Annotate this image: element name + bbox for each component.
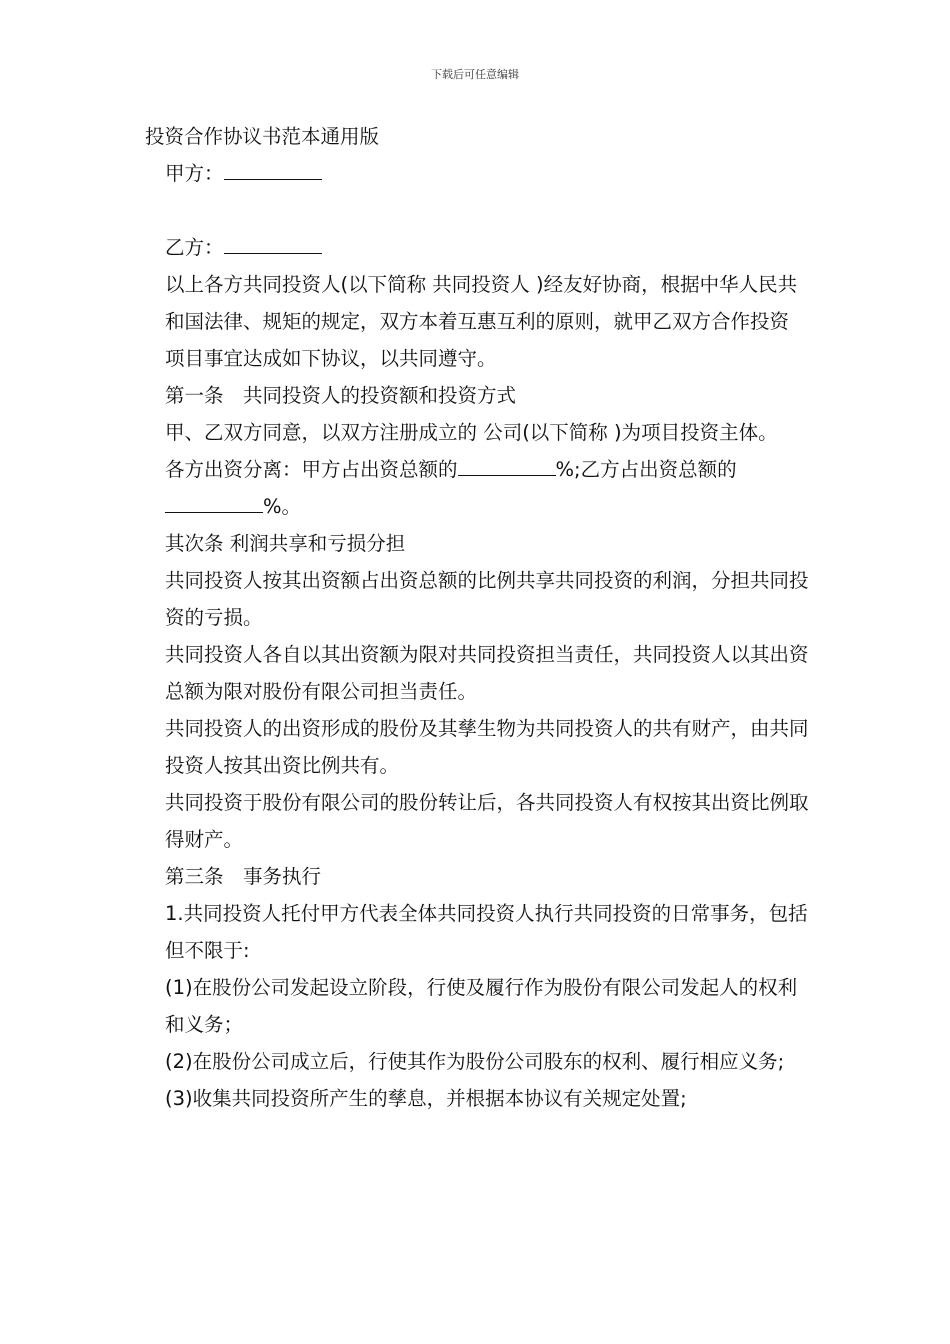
contribution-text-mid: %;乙方占出资总额的 [555,458,737,481]
party-a-percent-blank[interactable] [458,457,556,476]
article-1-paragraph-1: 甲、乙双方同意，以双方注册成立的 公司(以下简称 )为项目投资主体。 [165,421,778,444]
contribution-text-start: 各方出资分离：甲方占出资总额的 [165,458,458,481]
article-2-paragraph-4: 共同投资于股份有限公司的股份转让后，各共同投资人有权按其出资比例取得财产。 [165,791,809,851]
party-b-blank[interactable] [224,235,322,254]
party-b-label: 乙方： [165,236,224,259]
article-2-paragraph-2: 共同投资人各自以其出资额为限对共同投资担当责任，共同投资人以其出资总额为限对股份有限公司担当责任。 [165,643,809,703]
party-a-line [145,155,810,192]
intro-paragraph: 以上各方共同投资人(以下简称 共同投资人 )经友好协商，根据中华人民共和国法律、规矩的规定，双方本着互惠互利的原则，就甲乙双方合作投资 项目事宜达成如下协议，以共同遵守。 [165,273,798,370]
article-2-paragraph-3: 共同投资人的出资形成的股份及其孳生物为共同投资人的共有财产，由共同投资人按其出资比例共有。 [165,717,809,777]
article-3-item-1: 1.共同投资人托付甲方代表全体共同投资人执行共同投资的日常事务，包括但不限于: [165,902,808,962]
party-b-line [145,229,810,266]
article-3-heading: 第三条 事务执行 [165,865,322,888]
spacer [145,192,810,229]
party-b-percent-blank[interactable] [165,494,263,513]
contribution-text-end: %。 [263,495,302,518]
article-3-subitem-2: (2)在股份公司成立后，行使其作为股份公司股东的权利、履行相应义务; [165,1050,785,1073]
page-header-note: 下载后可任意编辑 [431,68,519,81]
article-3-subitem-1: (1)在股份公司发起设立阶段，行使及履行作为股份有限公司发起人的权利和义务； [165,976,798,1036]
document-body [145,118,810,1117]
article-1-paragraph-2 [145,451,810,525]
article-3-subitem-3: (3)收集共同投资所产生的孳息，并根据本协议有关规定处置; [165,1087,687,1110]
document-title: 投资合作协议书范本通用版 [145,125,380,148]
party-a-label: 甲方： [165,162,224,185]
party-a-blank[interactable] [224,161,322,180]
article-2-paragraph-1: 共同投资人按其出资额占出资总额的比例共享共同投资的利润，分担共同投资的亏损。 [165,569,809,629]
article-1-heading: 第一条 共同投资人的投资额和投资方式 [165,384,517,407]
article-2-heading: 其次条 利润共享和亏损分担 [165,532,406,555]
